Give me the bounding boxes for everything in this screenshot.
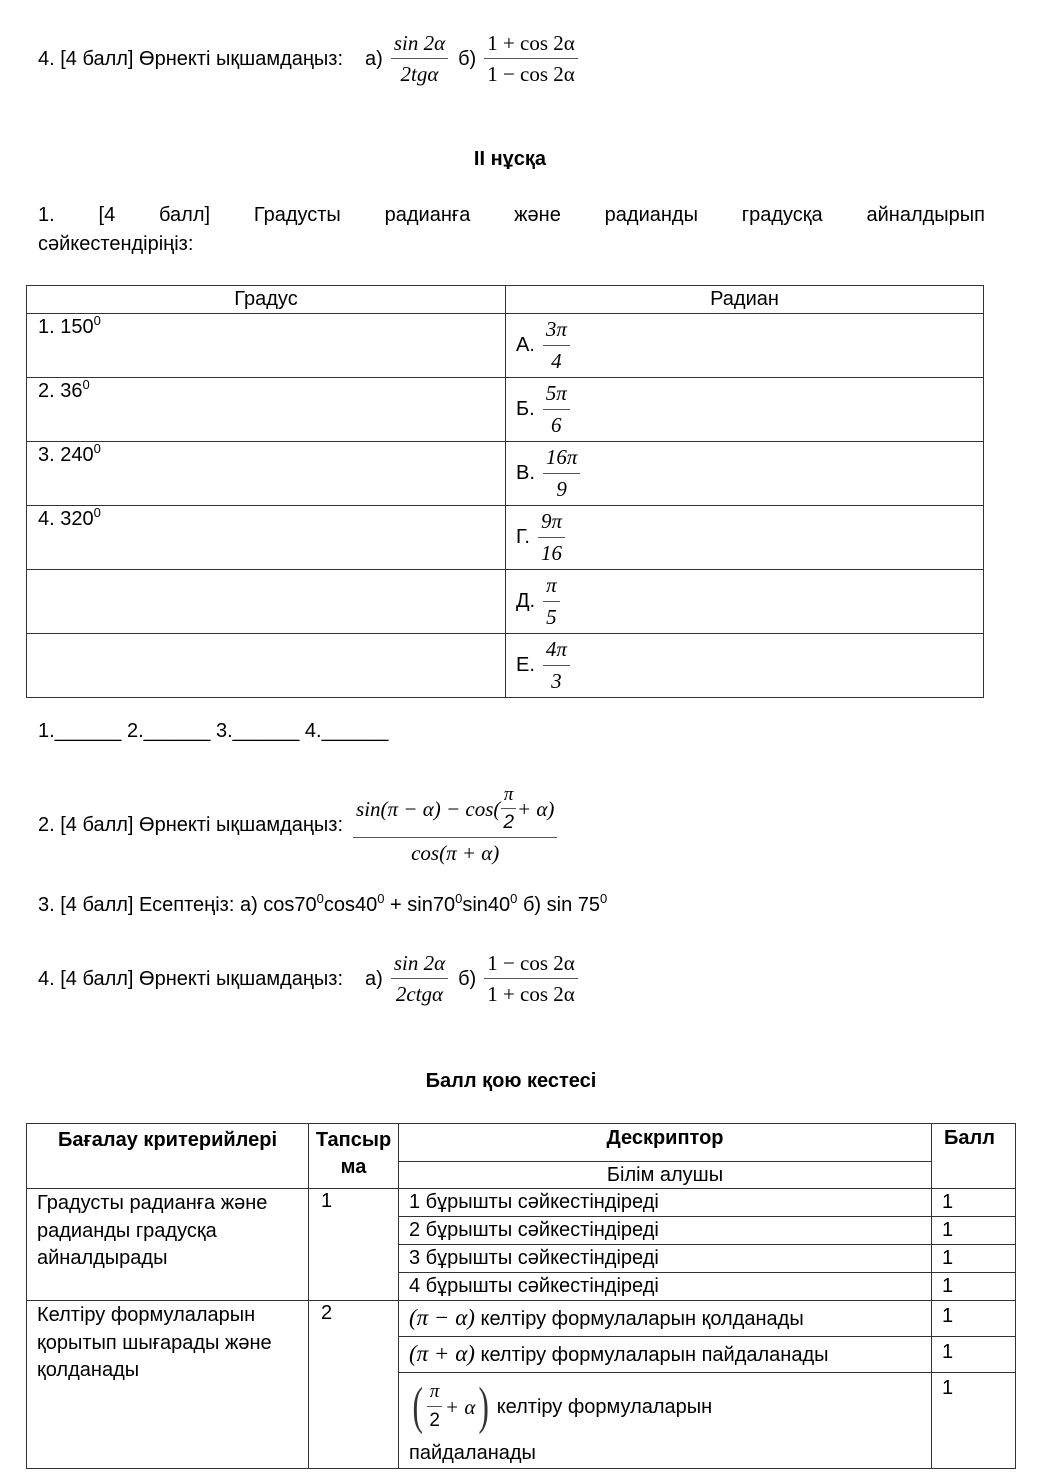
degree-cell: 1. $150^0$ [27,314,506,378]
v2-task4 [38,950,578,1008]
radian-cell: Б. $\frac{5\pi}{6}$ [506,378,984,442]
v2-task2-label: 2. [4 балл] Өрнекті ықшамдаңыз: [38,813,344,836]
v2-task3: 3. [4 балл] Есептеңіз: а) $\cos 70^0\cos 40^0 + \sin 70^0\sin 40^0$ б) $\sin 75^0$ [38,891,608,916]
radian-cell: Е. $\frac{4\pi}{3}$ [506,634,984,698]
score-cell: 1 [932,1373,1016,1469]
criteria-cell: Градусты радианға және радианды градусқа айналдырады [27,1189,309,1301]
score-cell: 1 [932,1245,1016,1273]
table-row [27,1301,1016,1337]
degree-cell: 4. $320^0$ [27,506,506,570]
score-cell: 1 [932,1189,1016,1217]
header-score: Балл [932,1124,1016,1189]
v2-task2 [38,782,557,868]
score-cell: 1 [932,1301,1016,1337]
table-row [27,570,984,634]
radian-cell: А. $\frac{3\pi}{4}$ [506,314,984,378]
radian-cell: В. $\frac{16\pi}{9}$ [506,442,984,506]
degree-cell: 3. $240^0$ [27,442,506,506]
v2-task2-fraction: sin(π − α) − cos( $\frac{\pi}{2}$ + α) cos(π + α) [353,784,557,867]
radian-cell: Д. $\frac{\pi}{5}$ [506,570,984,634]
degree-cell [27,634,506,698]
descriptor-cell: 4 бұрышты сәйкестіндіреді [399,1273,932,1301]
header-descriptor-sub: Білім алушы [399,1162,932,1189]
descriptor-cell: 1 бұрышты сәйкестіндіреді [399,1189,932,1217]
header-descriptor: Дескриптор [399,1124,932,1162]
v2-task4-b-fraction: $\frac{1 - \cos 2\alpha}{1 + \cos 2\alpha}$ [484,951,578,1007]
task-cell: 1 [309,1189,399,1301]
scoring-header-row [27,1124,1016,1162]
table-row [27,314,984,378]
score-cell: 1 [932,1217,1016,1245]
score-cell: 1 [932,1273,1016,1301]
degree-radian-table [26,285,984,698]
table-row [27,442,984,506]
header-criteria: Бағалау критерийлері [27,1124,309,1189]
table-row [27,378,984,442]
radian-cell: Г. $\frac{9\pi}{16}$ [506,506,984,570]
degree-cell: 2. $36^0$ [27,378,506,442]
v1-task4-b-label: б) [458,47,477,70]
table-row [27,506,984,570]
header-task: Тапсыр ма [309,1124,399,1189]
v1-task4-label: 4. [4 балл] Өрнекті ықшамдаңыз: [38,47,344,70]
criteria-cell: Келтіру формулаларын қорытып шығарады және қолданады [27,1301,309,1469]
scoring-table [26,1123,1016,1469]
degree-cell [27,570,506,634]
v2-task1-text-line1: 1. [4 балл] Градусты радианға және радианды градусқа айналдырып [38,204,985,226]
scoring-title: Балл қою кестесі [425,1070,597,1092]
v1-task4-a-label: а) [365,47,383,70]
table-row [27,634,984,698]
variant2-title: ІІ нұсқа [473,148,547,170]
score-cell: 1 [932,1337,1016,1373]
descriptor-cell: ( $\frac{\pi}{2}$ + α ) келтіру формулаларын пайдаланады [399,1373,932,1469]
v2-task4-a-fraction: $\frac{\sin 2\alpha}{\text{2ctgα}}$ [391,951,448,1007]
v2-task4-label: 4. [4 балл] Өрнекті ықшамдаңыз: [38,967,344,990]
v2-task4-a-label: а) [365,967,383,990]
descriptor-cell: (π + α) келтіру формулаларын пайдаланады [399,1337,932,1373]
v2-task1-text-line2: сәйкестендіріңіз: [38,233,194,255]
answer-blanks: 1.______ 2.______ 3.______ 4.______ [38,720,389,742]
v1-task4-a-fraction: $\frac{\sin 2\alpha}{\text{2tgα}}$ [391,31,448,87]
header-degree: Градус [27,286,506,314]
descriptor-cell: 3 бұрышты сәйкестіндіреді [399,1245,932,1273]
header-radian: Радиан [506,286,984,314]
v2-task4-b-label: б) [458,967,477,990]
descriptor-cell: 2 бұрышты сәйкестіндіреді [399,1217,932,1245]
v1-task4 [38,30,578,88]
descriptor-cell: (π − α) келтіру формулаларын қолданады [399,1301,932,1337]
table-header-row [27,286,984,314]
task-cell: 2 [309,1301,399,1469]
table-row [27,1189,1016,1217]
v1-task4-b-fraction: $\frac{1 + \cos 2\alpha}{1 - \cos 2\alpha}$ [484,31,578,87]
